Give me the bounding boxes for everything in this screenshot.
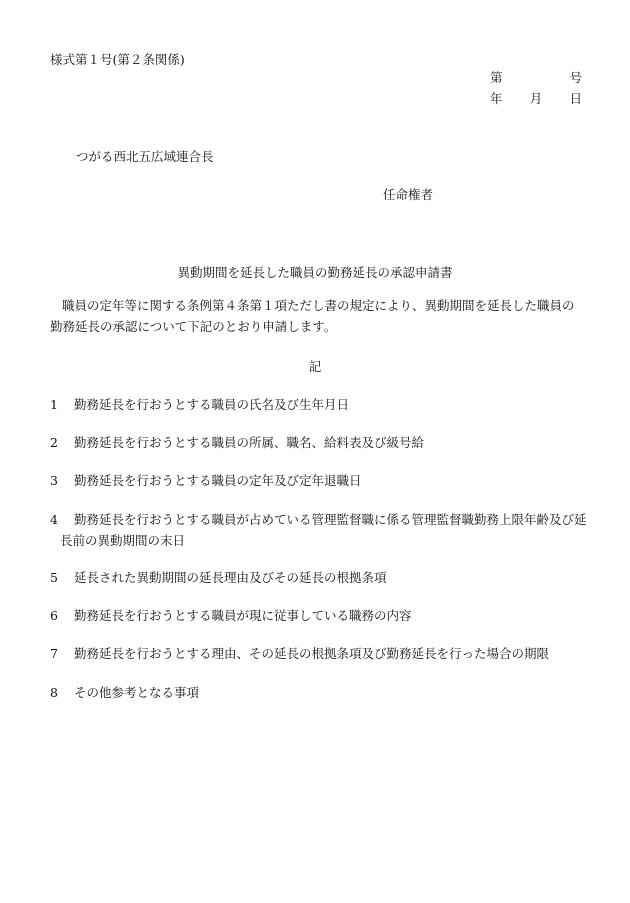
date-year: 年 bbox=[490, 91, 503, 106]
item-text: 勤務延長を行おうとする職員が現に従事している職務の内容 bbox=[74, 608, 412, 623]
item-text: 勤務延長を行おうとする職員の氏名及び生年月日 bbox=[74, 397, 350, 412]
appointing-authority: 任命権者 bbox=[383, 187, 434, 202]
document-date bbox=[490, 89, 582, 107]
item-number: 5 bbox=[50, 570, 58, 585]
item-number: 6 bbox=[50, 608, 58, 623]
item-number: 7 bbox=[50, 646, 58, 661]
ki-heading: 記 bbox=[308, 359, 322, 374]
item-text: 勤務延長を行おうとする職員の定年及び定年退職日 bbox=[74, 473, 362, 488]
item-number: 2 bbox=[50, 435, 58, 450]
date-month: 月 bbox=[529, 91, 543, 106]
document-number bbox=[490, 68, 582, 86]
item-number: 4 bbox=[50, 512, 58, 527]
document-number-suffix: 号 bbox=[569, 70, 582, 85]
list-item bbox=[50, 643, 590, 664]
addressee: つがる西北五広域連合長 bbox=[76, 149, 214, 164]
item-text: 勤務延長を行おうとする職員が占めている管理監督職に係る管理監督職勤務上限年齢及び延長前の異動期間の末日 bbox=[60, 512, 587, 548]
list-item bbox=[50, 394, 590, 415]
list-item bbox=[50, 470, 590, 491]
list-item bbox=[50, 567, 590, 588]
item-number: 8 bbox=[50, 685, 58, 700]
date-day: 日 bbox=[569, 91, 582, 106]
list-item bbox=[50, 605, 590, 626]
item-number: 1 bbox=[50, 397, 58, 412]
item-text: 勤務延長を行おうとする理由、その延長の根拠条項及び勤務延長を行った場合の期限 bbox=[74, 646, 550, 661]
document-title: 異動期間を延長した職員の勤務延長の承認申請書 bbox=[177, 265, 453, 280]
item-text: 延長された異動期間の延長理由及びその延長の根拠条項 bbox=[74, 570, 387, 585]
item-text: 勤務延長を行おうとする職員の所属、職名、給料表及び級号給 bbox=[74, 435, 425, 450]
item-text: その他参考となる事項 bbox=[74, 685, 200, 700]
list-item bbox=[50, 432, 590, 453]
list-item bbox=[50, 509, 590, 551]
list-item bbox=[50, 682, 590, 703]
document-number-prefix: 第 bbox=[490, 70, 503, 85]
form-number: 様式第１号(第２条関係) bbox=[50, 52, 185, 67]
item-number: 3 bbox=[50, 473, 58, 488]
application-body: 職員の定年等に関する条例第４条第１項ただし書の規定により、異動期間を延長した職員の勤務延長の承認について下記のとおり申請します。 bbox=[50, 298, 575, 334]
